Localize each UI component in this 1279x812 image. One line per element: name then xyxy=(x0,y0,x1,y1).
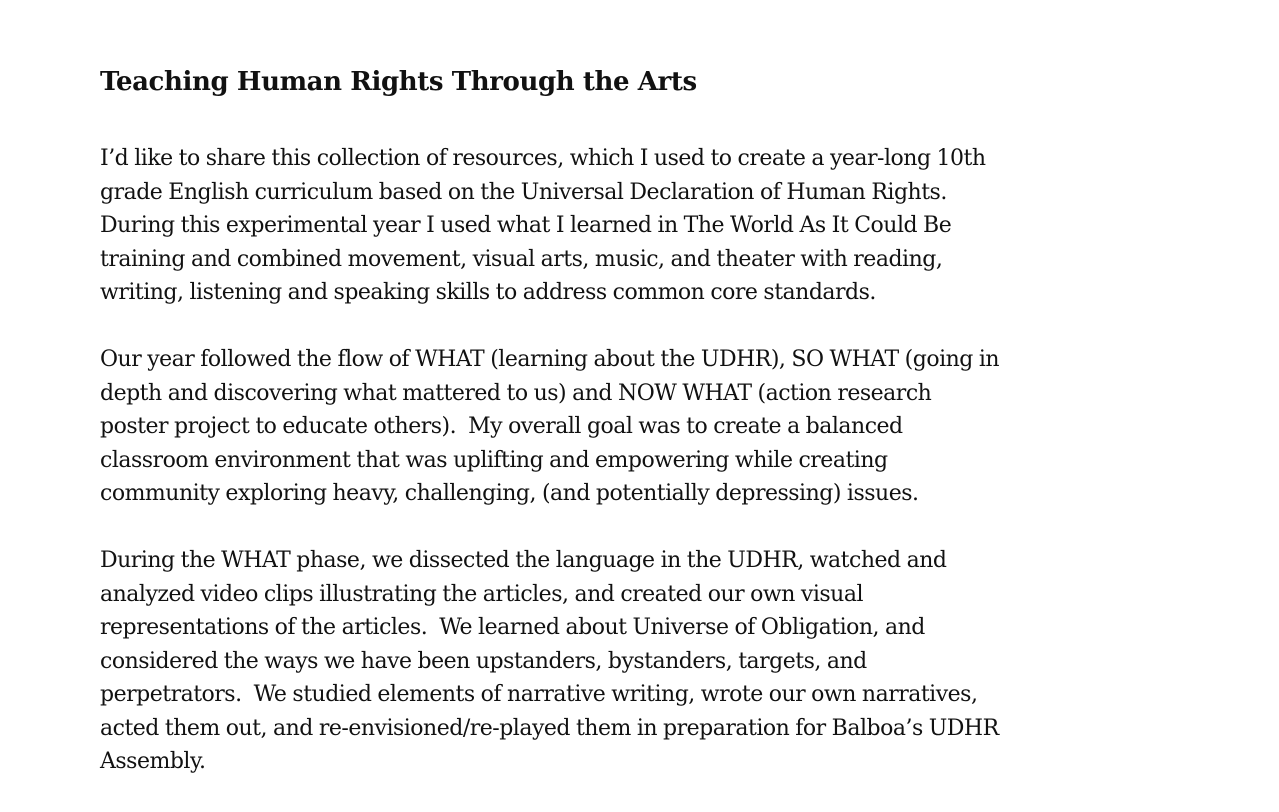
text-line: Our year followed the flow of WHAT (learning about the UDHR), SO WHAT (going in xyxy=(100,347,1000,372)
text-line: analyzed video clips illustrating the articles, and created our own visual xyxy=(100,581,863,607)
text-line: acted them out, and re-envisioned/re-played them in preparation for Balboa’s UDHR xyxy=(100,715,999,741)
text-line: training and combined movement, visual arts, music, and theater with reading, xyxy=(100,246,943,272)
text-line: writing, listening and speaking skills to address common core standards. xyxy=(100,280,876,305)
text-line: I’d like to share this collection of resources, which I used to create a year-long 10th xyxy=(100,146,986,171)
text-line: Assembly. xyxy=(100,749,206,774)
text-line: considered the ways we have been upstanders, bystanders, targets, and xyxy=(100,648,867,674)
text-line: depth and discovering what mattered to us) and NOW WHAT (action research xyxy=(100,380,932,406)
text-line: During this experimental year I used what I learned in The World As It Could Be xyxy=(100,213,952,238)
text-line: classroom environment that was uplifting and empowering while creating xyxy=(100,447,888,473)
paragraph-flow xyxy=(100,343,1200,511)
paragraph-what-phase xyxy=(100,544,1200,779)
text-line: grade English curriculum based on the Universal Declaration of Human Rights. xyxy=(100,179,947,205)
text-line: perpetrators. We studied elements of narrative writing, wrote our own narratives, xyxy=(100,682,978,707)
text-line: representations of the articles. We learned about Universe of Obligation, and xyxy=(100,615,925,640)
paragraph-intro xyxy=(100,142,1200,310)
document-title: Teaching Human Rights Through the Arts xyxy=(100,67,697,97)
text-line: community exploring heavy, challenging, (and potentially depressing) issues. xyxy=(100,481,919,506)
text-line: During the WHAT phase, we dissected the language in the UDHR, watched and xyxy=(100,548,947,573)
document-page xyxy=(100,62,1200,812)
text-line: poster project to educate others). My overall goal was to create a balanced xyxy=(100,414,903,439)
